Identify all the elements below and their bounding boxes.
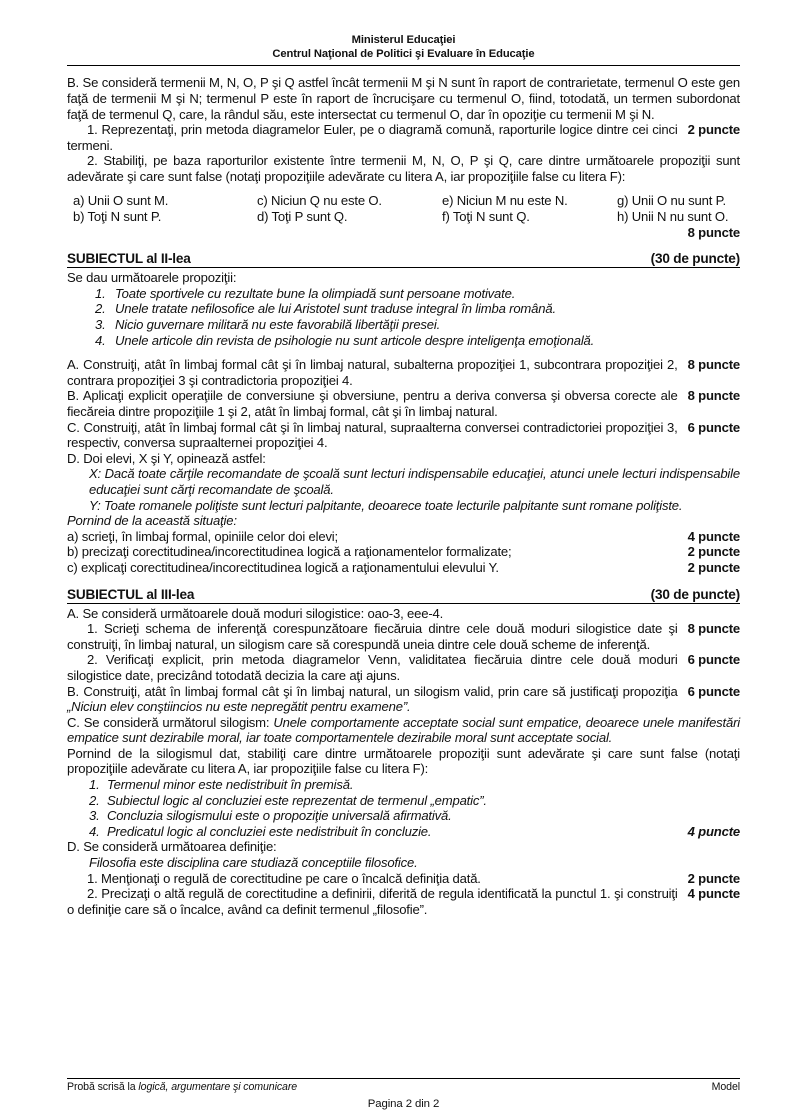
list-item-number: 2.	[95, 301, 106, 317]
subject-three-item-a2-text: 2. Verificaţi explicit, prin metoda diagramelor Venn, validitatea fiecăruia dintre cele două moduri silogistice date, precizând totodată decizia la care aţi ajuns.	[67, 652, 678, 683]
subject-two-subitem-a-points: 4 puncte	[687, 528, 740, 544]
header-ministry: Ministerul Educaţiei	[351, 34, 456, 46]
document-footer	[67, 1078, 740, 1110]
proposition-c: c) Niciun Q nu este O.	[257, 193, 382, 209]
subject-three-title: SUBIECTUL al III-lea	[67, 586, 195, 602]
subject-two-item-c	[67, 420, 740, 451]
list-item-number: 1.	[95, 285, 106, 301]
proposition-b: b) Toţi N sunt P.	[73, 209, 162, 225]
subject-two-subitem-b-points: 2 puncte	[687, 544, 740, 560]
part-b-item-2-points: 8 puncte	[687, 224, 740, 240]
subject-three-item-b	[67, 684, 740, 715]
subject-three-definition: Filosofia este disciplina care studiază conceptiile filosofice.	[89, 855, 418, 871]
part-b-proposition-grid	[67, 193, 740, 224]
subject-three-points: (30 de puncte)	[650, 586, 740, 602]
proposition-h: h) Unii N nu sunt O.	[617, 209, 729, 225]
subject-three-item-c-pre: C. Se consideră următorul silogism:	[67, 714, 274, 730]
subject-three-item-c-syllogism: Unele comportamente acceptate social sunt empatice, deoarece unele manifestări empatice sunt dezirabile moral, iar toate comportamentele dezirabile moral sunt acceptate social.	[67, 714, 741, 746]
subject-two-item-a	[67, 357, 740, 388]
subject-three-item-d2-text: 2. Precizaţi o altă regulă de corectitudine a definirii, diferită de regula identificată la punctul 1. şi construiţi o definiţie care să o încalce, având ca definit termenul „filosofie”.	[67, 886, 678, 917]
proposition-g: g) Unii O nu sunt P.	[617, 193, 726, 209]
subject-two-subitem-c	[67, 560, 740, 576]
opinion-x: X: Dacă toate cărţile recomandate de şcoală sunt lecturi indispensabile educaţiei, atunci unele lecturi indispensabile educaţiei sunt cărţi recomandate de şcoală.	[89, 466, 740, 497]
subject-three-item-a1	[67, 621, 740, 652]
list-item-text: Predicatul logic al concluziei este nedistribuit în concluzie.	[107, 823, 432, 839]
header-center: Centrul Naţional de Politici şi Evaluare în Educaţie	[272, 47, 535, 60]
subject-two-item-a-text: A. Construiţi, atât în limbaj formal cât şi în limbaj natural, subalterna propoziţiei 1, subcontrara propoziţiei 2, contrara propoziţiei 3 şi contradictoria propoziţiei 4.	[67, 357, 678, 388]
proposition-e: e) Niciun M nu este N.	[442, 193, 568, 209]
subject-two-points: (30 de puncte)	[650, 251, 740, 267]
list-item-text: Concluzia silogismului este o propoziţie universală afirmativă.	[107, 808, 452, 824]
subject-three-item-b-pre: B. Construiţi, atât în limbaj formal cât şi în limbaj natural, un silogism valid, prin care să justificaţi propoziţia	[67, 683, 678, 699]
list-item	[67, 333, 740, 349]
subject-three-item-a2-points: 6 puncte	[687, 652, 740, 668]
footer-left-italic: logică, argumentare şi comunicare	[138, 1081, 298, 1093]
list-item	[67, 824, 740, 840]
document-header	[67, 0, 740, 61]
list-item-text: Unele articole din revista de psihologie nu sunt articole despre inteligenţa emoţională.	[115, 332, 595, 348]
subject-two-title: SUBIECTUL al II-lea	[67, 251, 191, 267]
list-item	[67, 317, 740, 333]
list-item-text: Unele tratate nefilosofice ale lui Aristotel sunt traduse integral în limba română.	[115, 301, 556, 317]
list-item	[67, 301, 740, 317]
list-item	[67, 793, 740, 809]
part-b-item-2-text: 2. Stabiliţi, pe baza raporturilor existente între termenii M, N, O, P şi Q, care dintre următoarele propoziţii sunt adevărate şi care sunt false (notaţi propoziţiile adevărate cu litera A, iar propoziţiile false cu litera F):	[67, 153, 740, 184]
subject-three-item-b-quote: „Niciun elev conştiincios nu este nepregătit pentru examene”.	[67, 699, 411, 715]
part-b-item-1-points: 2 puncte	[687, 122, 740, 138]
footer-left	[67, 1081, 297, 1093]
subject-three-item-a1-points: 8 puncte	[687, 621, 740, 637]
subject-three-item-d2-points: 4 puncte	[687, 886, 740, 902]
subject-three-item-d1-text: 1. Menţionaţi o regulă de corectitudine pe care o încalcă definiţia dată.	[87, 870, 481, 886]
subject-two-situation-intro: Pornind de la această situaţie:	[67, 513, 237, 529]
subject-two-subitem-b	[67, 544, 740, 560]
subject-three-item-b-points: 6 puncte	[687, 683, 740, 699]
subject-two-item-c-text: C. Construiţi, atât în limbaj formal cât şi în limbaj natural, supraalterna conversei contradictoriei propoziţiei 3, respectiv, conversa supraalternei propoziţiei 4.	[67, 419, 678, 451]
subject-two-proposition-list	[67, 286, 740, 348]
part-b-intro: B. Se consideră termenii M, N, O, P şi Q astfel încât termenii M şi N sunt în raport de contrarietate, termenul O este gen faţă de termenii M şi N; termenul P este în raport de încrucişare cu termenul O, fiind, totodată, un termen subordonat faţă de termenul Q, care, la rândul său, este intersectat cu termenul O, dar în opoziţie cu termenii M şi N.	[67, 75, 740, 122]
subject-two-intro: Se dau următoarele propoziţii:	[67, 270, 237, 286]
subject-two-item-c-points: 6 puncte	[687, 419, 740, 435]
subject-three-heading	[67, 587, 740, 604]
subject-two-item-b	[67, 388, 740, 419]
proposition-d: d) Toţi P sunt Q.	[257, 209, 348, 225]
subject-two-body	[67, 270, 740, 575]
subject-two-item-d-intro: D. Doi elevi, X şi Y, opinează astfel:	[67, 450, 266, 466]
part-b-item-1	[67, 122, 740, 153]
subject-one-part-b	[67, 75, 740, 240]
subject-three-body	[67, 606, 740, 918]
opinion-y: Y: Toate romanele poliţiste sunt lecturi palpitante, deoarece toate lecturile palpitante sunt romane poliţiste.	[89, 497, 683, 513]
part-b-item-1-text: 1. Reprezentaţi, prin metoda diagramelor Euler, pe o diagramă comună, raporturile logice dintre cei cinci termeni.	[67, 122, 678, 153]
footer-row	[67, 1079, 740, 1093]
subject-three-item-a-intro: A. Se consideră următoarele două moduri silogistice: oao-3, eee-4.	[67, 605, 444, 621]
list-item-text: Toate sportivele cu rezultate bune la olimpiadă sunt persoane motivate.	[115, 285, 516, 301]
subject-three-item-d-intro: D. Se consideră următoarea definiţie:	[67, 839, 277, 855]
subject-three-item-c-list	[67, 777, 740, 839]
page-sheet	[67, 0, 740, 917]
list-item-text: Termenul minor este nedistribuit în premisă.	[107, 777, 354, 793]
list-item	[67, 808, 740, 824]
proposition-a: a) Unii O sunt M.	[73, 193, 169, 209]
subject-three-item-a1-text: 1. Scrieţi schema de inferenţă corespunzătoare fiecăruia dintre cele două moduri silogistice date şi construiţi, în limbaj natural, un silogism care să corespundă uneia dintre cele două scheme de inferenţă.	[67, 621, 678, 652]
subject-three-item-d1-points: 2 puncte	[687, 870, 740, 886]
subject-three-item-a2	[67, 652, 740, 683]
subject-two-subitem-a	[67, 529, 740, 545]
list-item-number: 4.	[89, 823, 100, 839]
list-item-number: 1.	[89, 777, 100, 793]
list-item	[67, 777, 740, 793]
list-item-text: Subiectul logic al concluziei este reprezentat de termenul „empatic”.	[107, 792, 487, 808]
subject-two-subitem-c-text: c) explicaţi corectitudinea/incorectitudinea logică a raţionamentului elevului Y.	[67, 559, 499, 575]
subject-two-item-b-points: 8 puncte	[687, 388, 740, 404]
subject-three-item-d2	[67, 886, 740, 917]
subject-three-item-b-text	[67, 684, 740, 715]
list-item-text: Nicio guvernare militară nu este favorabilă libertăţii presei.	[115, 317, 441, 333]
footer-page-number: Pagina 2 din 2	[367, 1098, 440, 1110]
list-item	[67, 286, 740, 302]
subject-three-item-d1	[67, 871, 740, 887]
list-item-number: 3.	[95, 317, 106, 333]
subject-three-item-c-points: 4 puncte	[687, 823, 740, 839]
subject-three-item-c-task: Pornind de la silogismul dat, stabiliţi care dintre următoarele propoziţii sunt adevărate şi care sunt false (notaţi propoziţiile adevărate cu litera A, iar propoziţiile false cu litera F):	[67, 745, 740, 777]
footer-left-pre: Probă scrisă la	[67, 1081, 139, 1093]
list-item-number: 3.	[89, 808, 100, 824]
subject-two-heading	[67, 251, 740, 268]
subject-two-subitem-a-text: a) scrieţi, în limbaj formal, opiniile celor doi elevi;	[67, 528, 338, 544]
subject-two-item-a-points: 8 puncte	[687, 357, 740, 373]
list-item-number: 4.	[95, 332, 106, 348]
proposition-f: f) Toţi N sunt Q.	[442, 209, 530, 225]
subject-three-item-c	[67, 715, 740, 746]
footer-right: Model	[711, 1081, 740, 1093]
list-item-number: 2.	[89, 792, 100, 808]
subject-two-subitem-b-text: b) precizaţi corectitudinea/incorectitudinea logică a raţionamentelor formalizate;	[67, 544, 512, 560]
subject-two-item-b-text: B. Aplicaţi explicit operaţiile de conversiune şi obversiune, pentru a deriva conversa şi obversa corecte ale fiecăreia dintre propoziţiile 1 şi 2, atât în limbaj formal, cât şi în limbaj natural.	[67, 388, 678, 419]
subject-two-subitem-c-points: 2 puncte	[687, 559, 740, 575]
